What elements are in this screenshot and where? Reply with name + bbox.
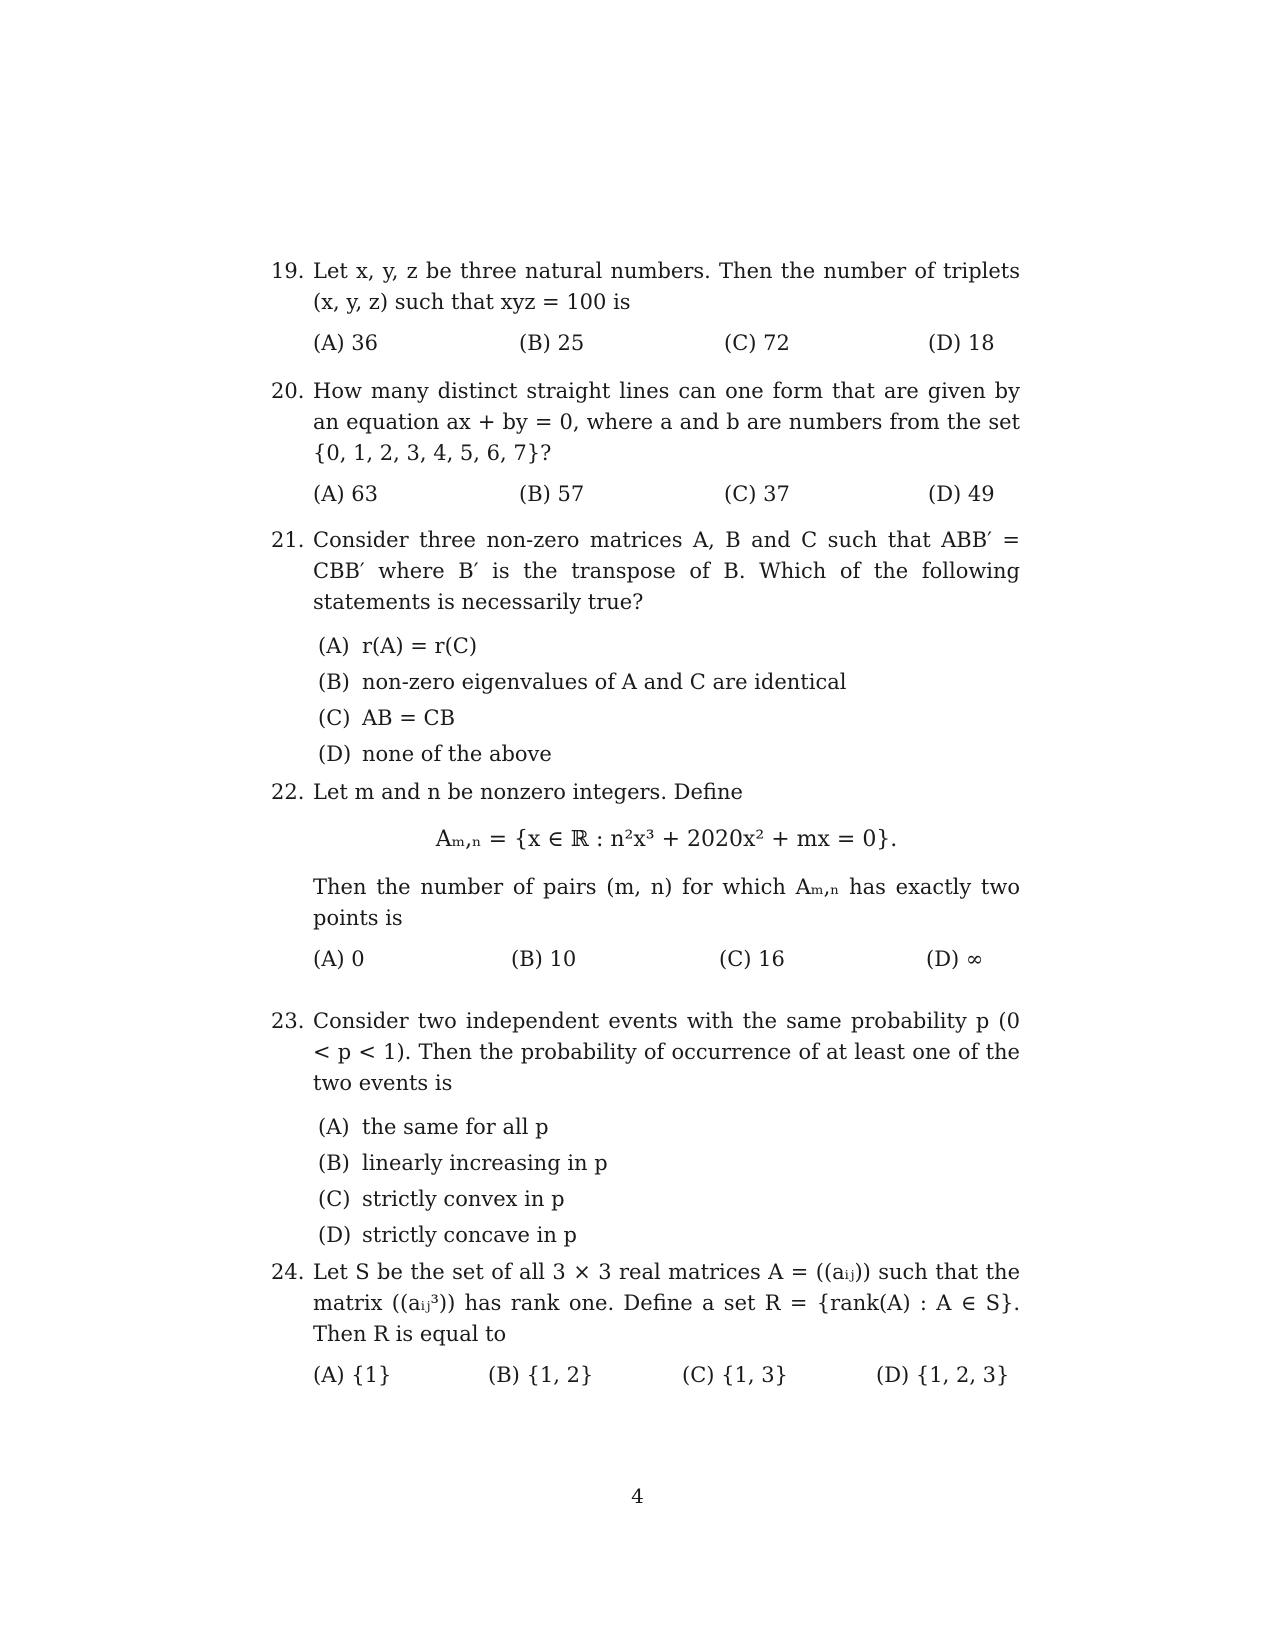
option-label: (A) bbox=[318, 1115, 350, 1139]
option-text: AB = CB bbox=[362, 706, 456, 730]
question-20 bbox=[271, 376, 1020, 511]
option-a bbox=[318, 1109, 1020, 1145]
question-text: Let m and n be nonzero integers. Define bbox=[313, 780, 743, 804]
option-b: (B) 25 bbox=[519, 331, 585, 355]
question-number: 24. bbox=[271, 1260, 305, 1284]
option-c: (C) 37 bbox=[724, 482, 790, 506]
option-c bbox=[318, 1181, 1020, 1217]
option-c bbox=[318, 700, 1020, 736]
option-a: (A) 63 bbox=[313, 482, 378, 506]
question-number: 20. bbox=[271, 379, 305, 403]
options-list bbox=[318, 1109, 1020, 1253]
options-row bbox=[313, 1360, 1020, 1392]
option-text: linearly increasing in p bbox=[362, 1151, 608, 1175]
question-number: 19. bbox=[271, 259, 305, 283]
set-definition-equation: Aₘ,ₙ = {x ∈ ℝ : n²x³ + 2020x² + mx = 0}. bbox=[435, 827, 898, 852]
question-23 bbox=[271, 1006, 1020, 1253]
option-label: (C) bbox=[318, 706, 351, 730]
question-number: 21. bbox=[271, 528, 305, 552]
option-text: the same for all p bbox=[362, 1115, 549, 1139]
option-c: (C) 16 bbox=[719, 947, 785, 971]
option-label: (B) bbox=[318, 1151, 350, 1175]
option-c: (C) 72 bbox=[724, 331, 790, 355]
option-text: strictly concave in p bbox=[362, 1223, 577, 1247]
option-a: (A) {1} bbox=[313, 1363, 392, 1387]
question-22 bbox=[271, 777, 1020, 976]
option-a bbox=[318, 628, 1020, 664]
option-label: (C) bbox=[318, 1187, 351, 1211]
question-19 bbox=[271, 256, 1020, 360]
question-21 bbox=[271, 525, 1020, 772]
option-b: (B) 10 bbox=[511, 947, 577, 971]
page-number: 4 bbox=[631, 1484, 644, 1508]
option-c: (C) {1, 3} bbox=[682, 1363, 788, 1387]
option-a: (A) 36 bbox=[313, 331, 378, 355]
options-row bbox=[313, 328, 1020, 360]
question-text: Consider three non-zero matrices A, B and C such that ABB′ = CBB′ where B′ is the transpose of B. Which of the following statements is necessarily true? bbox=[313, 528, 1020, 614]
option-text: strictly convex in p bbox=[362, 1187, 565, 1211]
question-24 bbox=[271, 1257, 1020, 1392]
option-d: (D) {1, 2, 3} bbox=[876, 1363, 1010, 1387]
option-label: (D) bbox=[318, 1223, 352, 1247]
option-b bbox=[318, 664, 1020, 700]
option-b: (B) 57 bbox=[519, 482, 585, 506]
question-text: Let x, y, z be three natural numbers. Then the number of triplets (x, y, z) such that xyz = 100 is bbox=[313, 259, 1020, 314]
options-row bbox=[313, 479, 1020, 511]
option-label: (A) bbox=[318, 634, 350, 658]
option-d bbox=[318, 1217, 1020, 1253]
option-b bbox=[318, 1145, 1020, 1181]
options-row bbox=[313, 944, 1020, 976]
option-d: (D) 49 bbox=[928, 482, 995, 506]
options-list bbox=[318, 628, 1020, 772]
option-label: (D) bbox=[318, 742, 352, 766]
option-d bbox=[318, 736, 1020, 772]
option-a: (A) 0 bbox=[313, 947, 365, 971]
question-number: 22. bbox=[271, 780, 305, 804]
option-text: none of the above bbox=[362, 742, 552, 766]
option-text: non-zero eigenvalues of A and C are identical bbox=[362, 670, 847, 694]
option-d: (D) ∞ bbox=[926, 947, 984, 971]
question-text: How many distinct straight lines can one form that are given by an equation ax + by = 0, where a and b are numbers from the set {0, 1, 2, 3, 4, 5, 6, 7}? bbox=[313, 379, 1020, 465]
question-text: Consider two independent events with the same probability p (0 < p < 1). Then the probability of occurrence of at least one of the two events is bbox=[313, 1009, 1020, 1095]
option-b: (B) {1, 2} bbox=[488, 1363, 594, 1387]
question-text: Let S be the set of all 3 × 3 real matrices A = ((aᵢⱼ)) such that the matrix ((aᵢⱼ³)) has rank one. Define a set R = {rank(A) : A ∈ S}. Then R is equal to bbox=[313, 1260, 1020, 1346]
option-d: (D) 18 bbox=[928, 331, 995, 355]
question-text-continued: Then the number of pairs (m, n) for which Aₘ,ₙ has exactly two points is bbox=[313, 875, 1020, 930]
option-label: (B) bbox=[318, 670, 350, 694]
question-number: 23. bbox=[271, 1009, 305, 1033]
option-text: r(A) = r(C) bbox=[362, 634, 478, 658]
